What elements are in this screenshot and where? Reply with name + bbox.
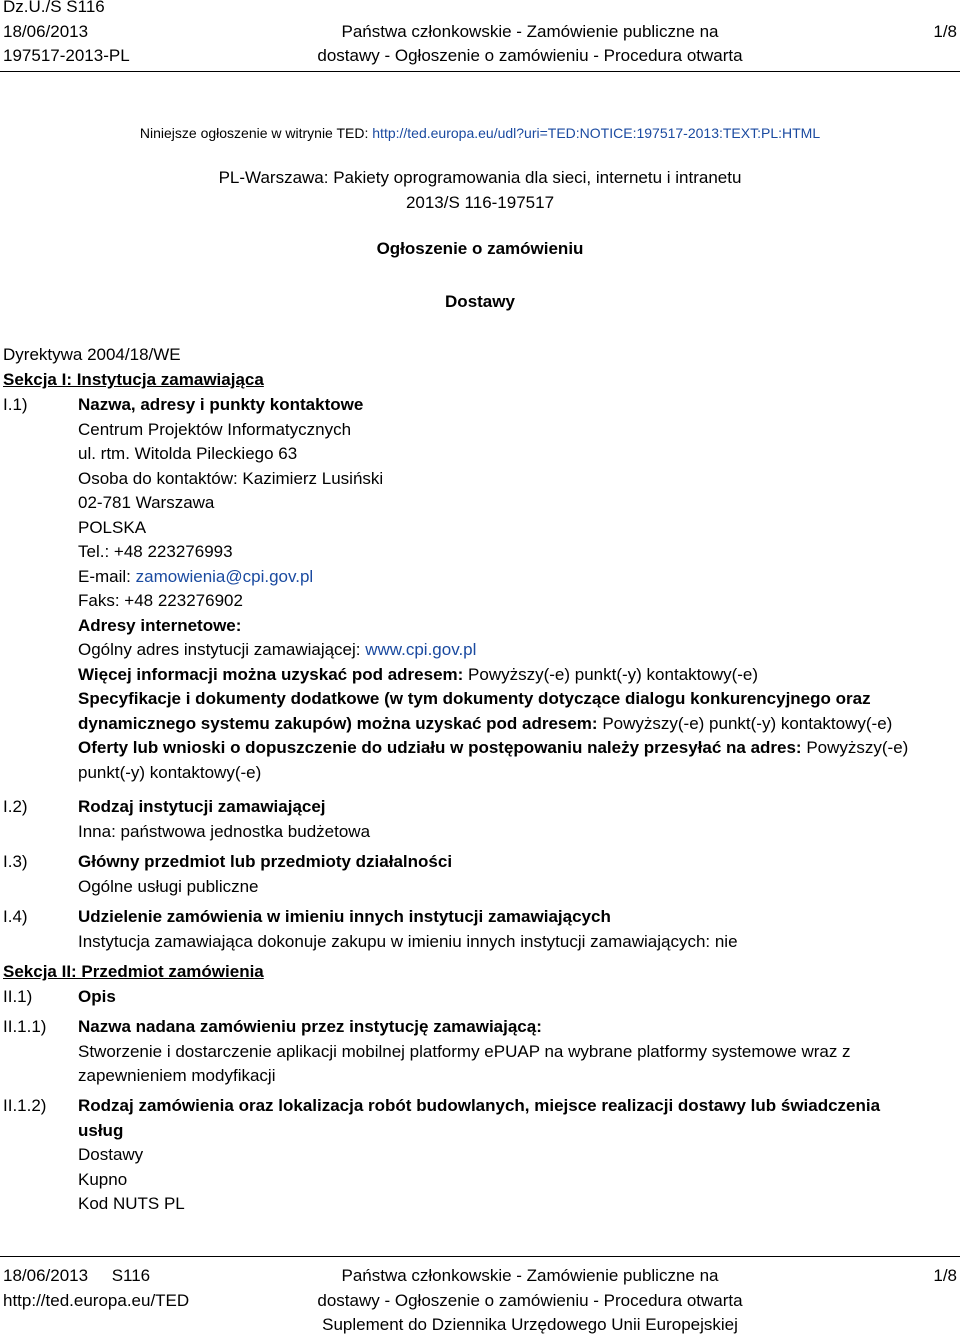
- i1-title: Nazwa, adresy i punkty kontaktowe: [78, 395, 364, 414]
- section-2-heading: Sekcja II: Przedmiot zamówienia: [3, 962, 264, 981]
- org-fax: Faks: +48 223276902: [78, 591, 243, 610]
- org-street: ul. rtm. Witolda Pileckiego 63: [78, 444, 298, 463]
- footer-url[interactable]: http://ted.europa.eu/TED: [3, 1290, 190, 1310]
- page-header: [0, 0, 960, 72]
- footer-title-2: dostawy - Ogłoszenie o zamówieniu - Procedura otwarta: [317, 1290, 743, 1310]
- spec-value: Powyższy(-e) punkt(-y) kontaktowy(-e): [602, 713, 893, 733]
- i1-block: [78, 393, 948, 785]
- ted-link-prefix: Niniejsze ogłoszenie w witrynie TED:: [139, 125, 373, 141]
- header-date: 18/06/2013: [3, 21, 89, 41]
- ii12-title-2: usług: [78, 1120, 124, 1140]
- i3-value: Ogólne usługi publiczne: [78, 876, 259, 896]
- i4-value: Instytucja zamawiająca dokonuje zakupu w imieniu innych instytucji zamawiających: nie: [78, 931, 738, 951]
- directive: Dyrektywa 2004/18/WE: [3, 345, 181, 364]
- email-link[interactable]: zamowienia@cpi.gov.pl: [135, 566, 314, 586]
- footer-title-3: Suplement do Dziennika Urzędowego Unii Europejskiej: [322, 1315, 738, 1334]
- i3-number: I.3): [3, 852, 28, 871]
- section-1-heading: Sekcja I: Instytucja zamawiająca: [3, 370, 264, 389]
- notice-number: 2013/S 116-197517: [405, 193, 555, 212]
- ii1-number: II.1): [3, 987, 33, 1006]
- ii12-number: II.1.2): [3, 1096, 47, 1115]
- ii1-title: Opis: [78, 987, 116, 1006]
- ii11-value-2: zapewnieniem modyfikacji: [78, 1066, 276, 1085]
- contract-type: Dostawy: [445, 292, 515, 311]
- offers-label: Oferty lub wnioski o dopuszczenie do udziału w postępowaniu należy przesyłać na adres:: [78, 738, 807, 757]
- ted-link[interactable]: http://ted.europa.eu/udl?uri=TED:NOTICE:197517-2013:TEXT:PL:HTML: [372, 125, 821, 141]
- contact-person: Osoba do kontaktów: Kazimierz Lusiński: [78, 468, 384, 488]
- more-info-value: Powyższy(-e) punkt(-y) kontaktowy(-e): [468, 664, 759, 684]
- ii11-number: II.1.1): [3, 1017, 47, 1036]
- footer-title-1: Państwa członkowskie - Zamówienie publiczne na: [341, 1266, 719, 1285]
- more-info-label: Więcej informacji można uzyskać pod adresem:: [78, 664, 469, 684]
- header-title-1: Państwa członkowskie - Zamówienie publiczne na: [341, 22, 719, 41]
- web-heading: Adresy internetowe:: [78, 615, 242, 635]
- i4-title: Udzielenie zamówienia w imieniu innych instytucji zamawiających: [78, 907, 611, 926]
- page-footer: [0, 1256, 960, 1334]
- ii12-value-3: Kod NUTS PL: [78, 1194, 185, 1213]
- header-title-2: dostawy - Ogłoszenie o zamówieniu - Procedura otwarta: [317, 46, 743, 65]
- journal-ref: Dz.U./S S116: [3, 0, 105, 16]
- ii11-title: Nazwa nadana zamówieniu przez instytucję zamawiającą:: [78, 1017, 542, 1036]
- notice-ref: 197517-2013-PL: [3, 46, 130, 65]
- email-label: E-mail:: [78, 566, 136, 586]
- org-phone: Tel.: +48 223276993: [78, 542, 233, 561]
- i2-block: [78, 795, 948, 844]
- org-name: Centrum Projektów Informatycznych: [78, 419, 352, 439]
- offers-line: [78, 736, 948, 761]
- ii11-value-1: Stworzenie i dostarczenie aplikacji mobilnej platformy ePUAP na wybrane platformy systemowe wraz z: [78, 1041, 851, 1061]
- ii12-value-2: Kupno: [78, 1169, 128, 1189]
- i2-title: Rodzaj instytucji zamawiającej: [78, 797, 326, 816]
- i2-value: Inna: państwowa jednostka budżetowa: [78, 821, 371, 841]
- i1-number: I.1): [3, 395, 28, 414]
- web-line: [78, 638, 948, 663]
- header-page-number: 1/8: [933, 22, 957, 41]
- web-link[interactable]: www.cpi.gov.pl: [365, 640, 477, 659]
- i2-number: I.2): [3, 797, 28, 816]
- web-label: Ogólny adres instytucji zamawiającej:: [78, 640, 366, 659]
- i3-block: [78, 850, 948, 899]
- ii12-title-1: Rodzaj zamówienia oraz lokalizacja robót budowlanych, miejsce realizacji dostawy lub świadczenia: [78, 1096, 881, 1115]
- ted-link-line: [0, 121, 960, 146]
- footer-date-issue: 18/06/2013 S116: [3, 1266, 151, 1285]
- offers-value-1: Powyższy(-e): [806, 738, 909, 757]
- org-city: 02-781 Warszawa: [78, 493, 215, 512]
- more-info-line: [78, 663, 948, 688]
- notice-type: Ogłoszenie o zamówieniu: [376, 239, 584, 258]
- notice-title: PL-Warszawa: Pakiety oprogramowania dla sieci, internetu i intranetu: [218, 168, 742, 187]
- org-email-line: [78, 565, 948, 590]
- spec-label-2: dynamicznego systemu zakupów) można uzyskać pod adresem:: [78, 713, 603, 733]
- i3-title: Główny przedmiot lub przedmioty działalności: [78, 852, 453, 871]
- org-country: POLSKA: [78, 517, 147, 537]
- i4-number: I.4): [3, 907, 28, 926]
- spec-label-1: Specyfikacje i dokumenty dodatkowe (w tym dokumenty dotyczące dialogu konkurencyjnego oraz: [78, 689, 871, 708]
- ii12-value-1: Dostawy: [78, 1145, 144, 1164]
- ii12-block: [78, 1094, 948, 1217]
- footer-page-number: 1/8: [933, 1266, 957, 1285]
- ii11-block: [78, 1015, 948, 1089]
- footer-center: [0, 1264, 960, 1334]
- offers-value-2: punkt(-y) kontaktowy(-e): [78, 762, 262, 782]
- spec-line-2: [78, 712, 948, 737]
- i4-block: [78, 905, 948, 954]
